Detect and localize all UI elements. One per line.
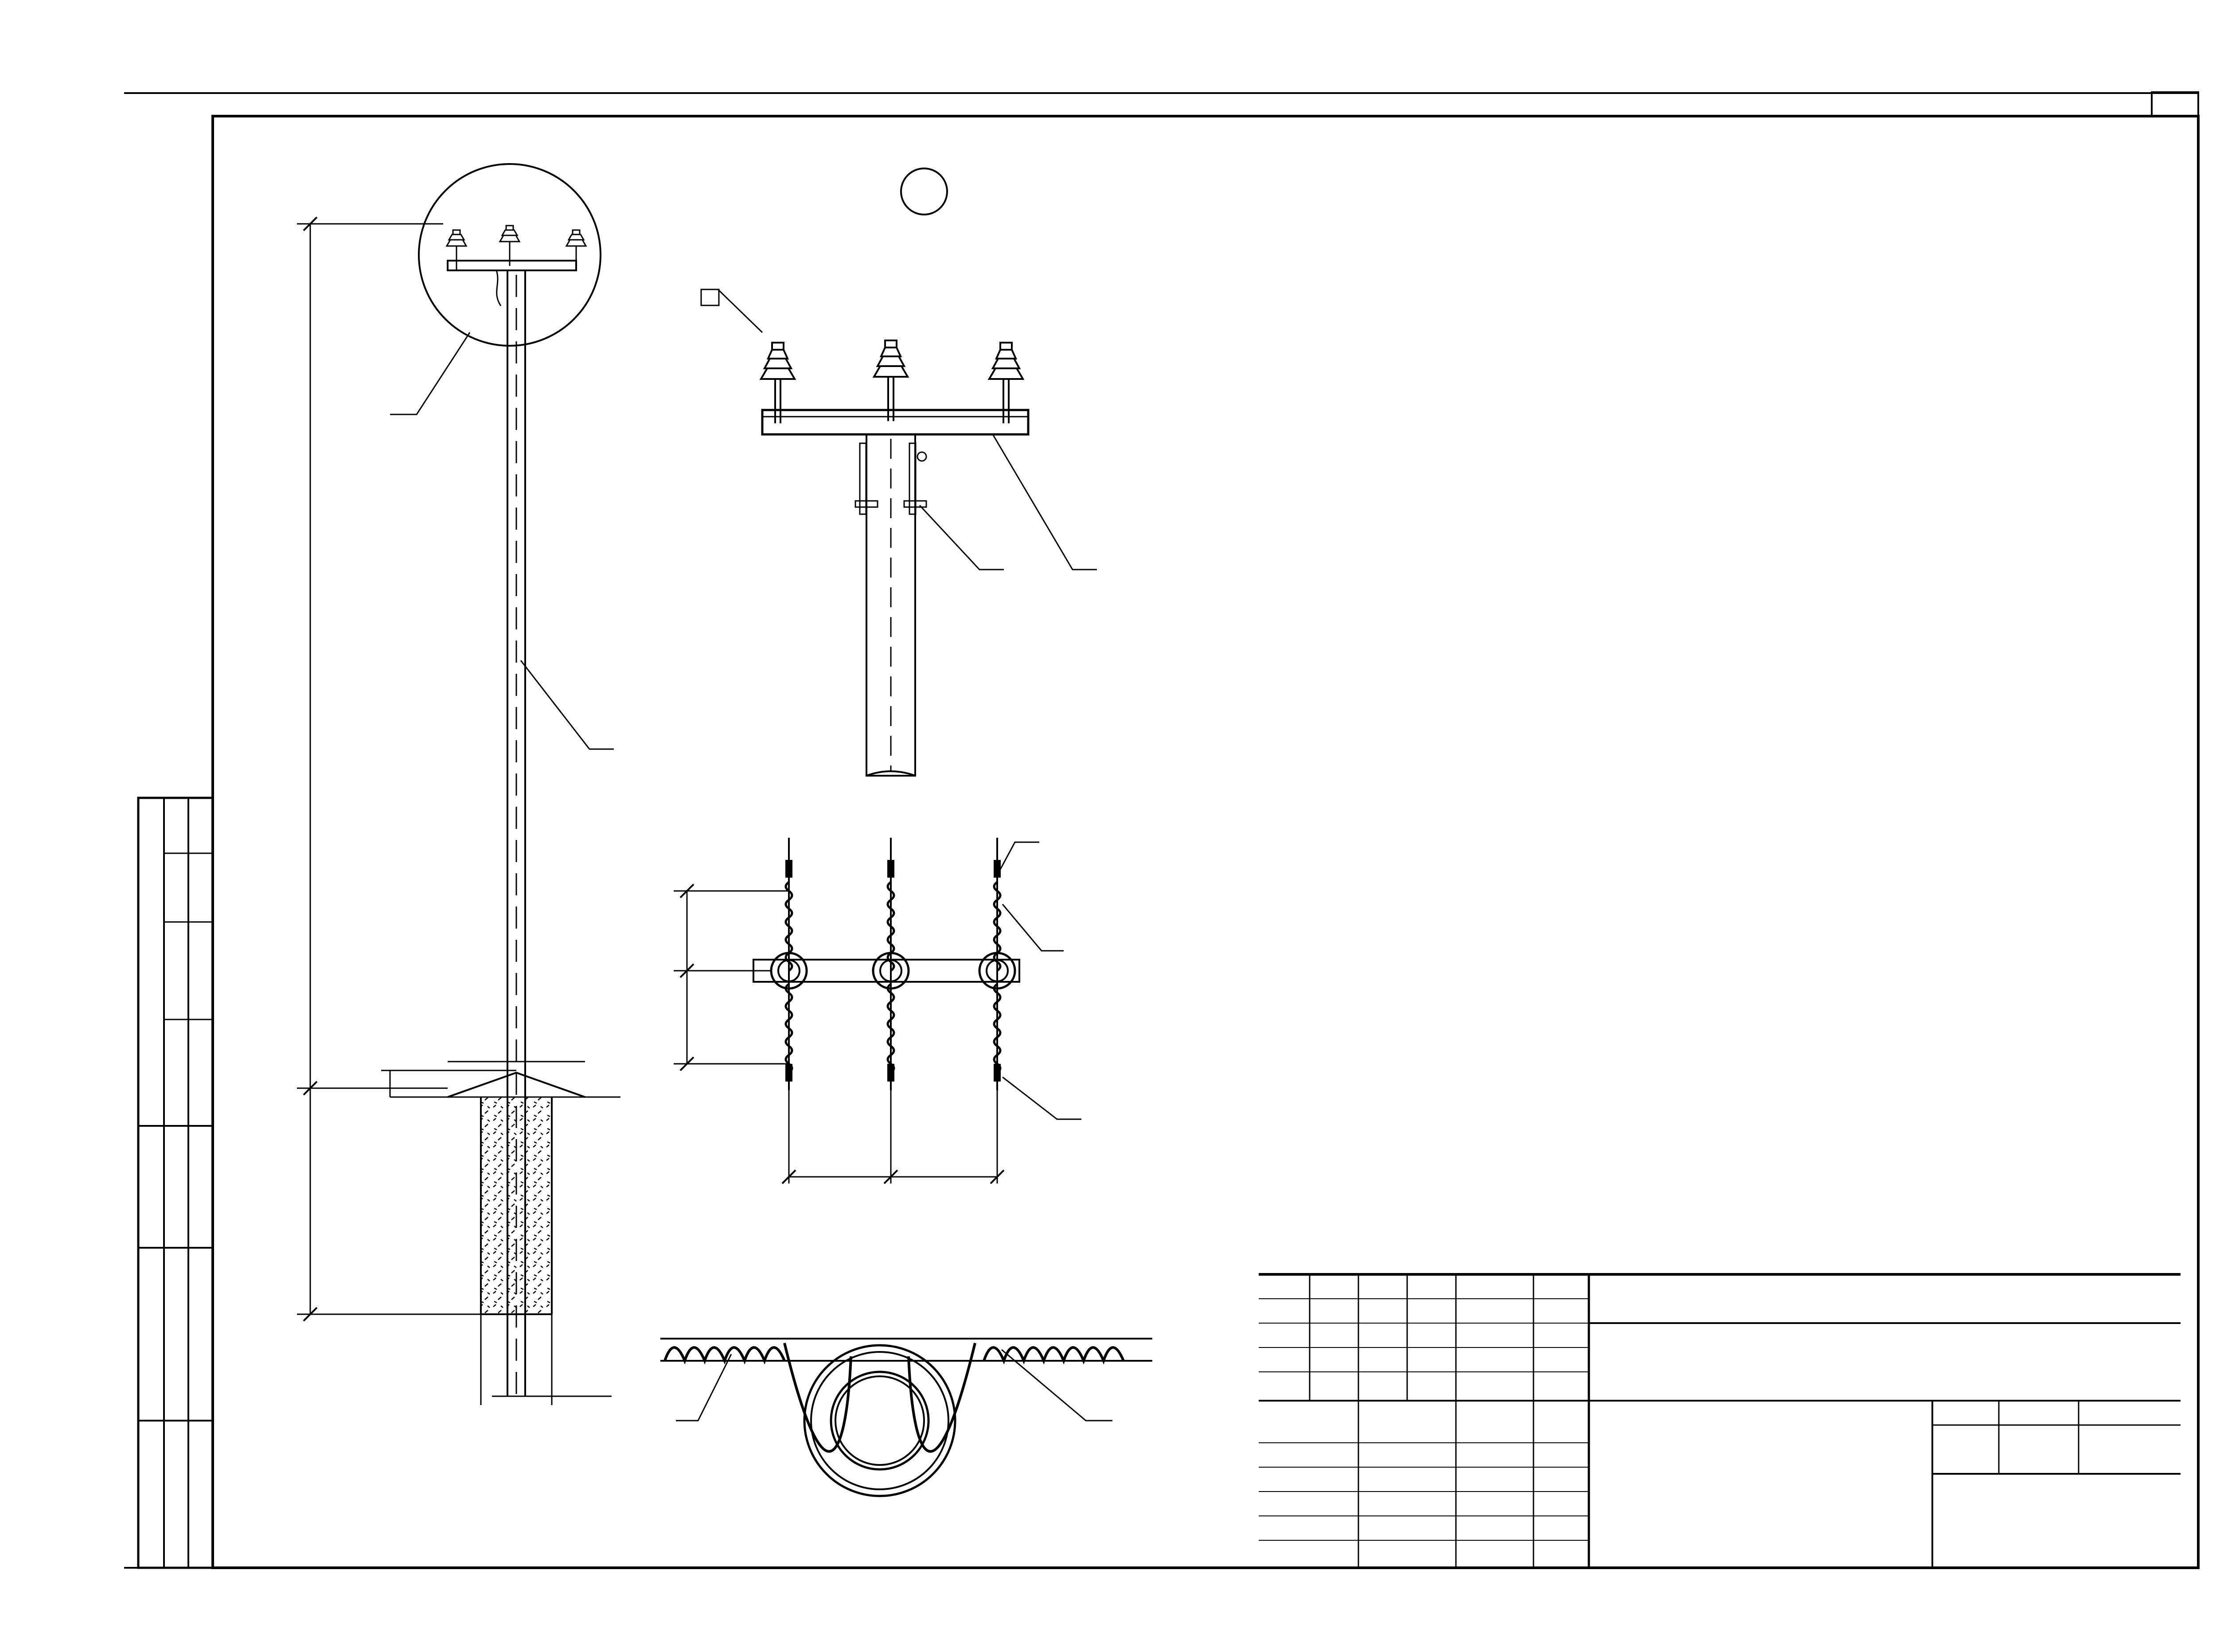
head-assembly-view <box>701 289 1097 776</box>
side-stamp <box>138 798 213 1568</box>
title-block <box>1259 1274 2181 1568</box>
callout-circle <box>901 168 947 215</box>
sheet-frame <box>124 92 2198 1568</box>
pole-view <box>297 164 620 1405</box>
wire-scheme-view <box>674 838 1081 1183</box>
binding-view <box>660 1339 1152 1496</box>
